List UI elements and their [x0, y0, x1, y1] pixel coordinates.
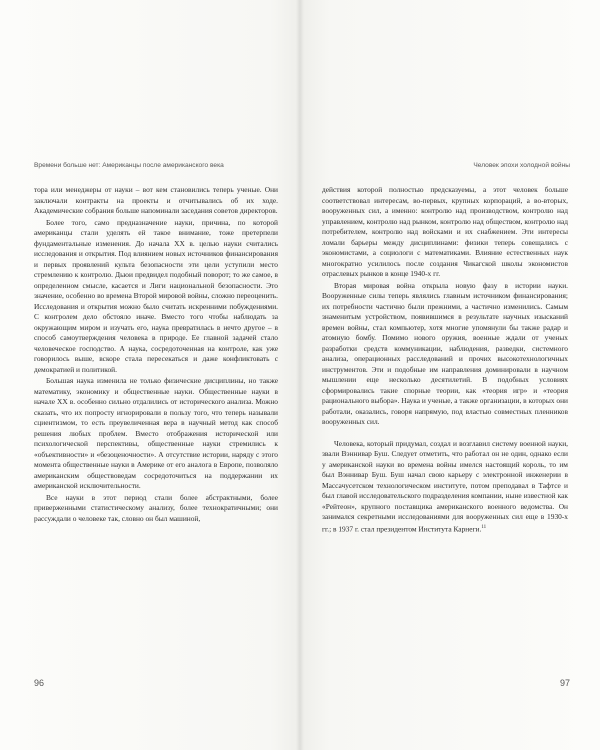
left-text-block — [34, 185, 278, 524]
left-running-head: Времени больше нет: Американцы после американского века — [34, 162, 224, 169]
left-paragraph-2: Более того, само предназначение науки, причина, по которой американцы стали уделять ей такое внимание, тоже претерпели фундаментальные изменения. До начала XX в. целью науки считались исследования и открытия. Под влиянием новых источников финансирования и первых проявлений культа безопасности эти цели уступили место стремлению к контролю. Дьюи предвидел подобный поворот; то же самое, в определенном смысле, касается и Лиги национальной безопасности. Это значение, особенно во времена Второй мировой войны, сложно переоценить. Исследования и открытия можно было считать искренними побуждениями. С контролем дело обстояло иначе. Вместо того чтобы наблюдать за окружающим миром и изучать его, наука превратилась в нечто другое – в способ самоутверждения человека в природе. Ее главной задачей стало человеческое господство. А наука, сосредоточенная на контроле, как уже говорилось выше, вскоре стала пересекаться и даже конфликтовать с демократией и политикой. — [34, 217, 278, 374]
right-page-number: 97 — [559, 678, 570, 688]
right-paragraph-1: действия которой полностью предсказуемы, а этот человек больше соответствовал интересам, во-первых, крупных корпораций, а во-вторых, вооруженных сил, а именно: контролю над производством, контролю над управлением, контролю над рынком, контролю над обществом, контролю над потребителем, контролю над войсками и их снабжением. Эти интересы ломали барьеры между дисциплинами: физики теперь совещались с экономистами, а социологи с математиками. Влияние естественных наук многократно усилилось после создания Чикагской школы экономистов отраслевых рынков в конце 1940-х гг. — [322, 185, 568, 278]
right-paragraph-3: Человека, который придумал, создал и возглавил систему военной науки, звали Вэннивар Буш. Следует отметить, что работал он не один, однако если у американской науки во времена войны имелся настоящий король, то им был Вэннивар Буш. Буш начал свою карьеру с электронной инженерии в Массачусетском технологическом институте, потом преподавал в Тафтсе и был главой исследовательского подразделения компании, ныне известной как «Рейтеон», крупного поставщика американского военного ведомства. Он занимался секретными исследованиями для вооруженных сил еще в 1930-х гг.; в 1937 г. стал президентом Института Карнеги. — [322, 438, 568, 533]
book-gutter — [296, 0, 304, 750]
right-running-head: Человек эпохи холодной войны — [473, 162, 570, 169]
right-paragraph-2: Вторая мировая война открыла новую фазу в истории науки. Вооруженные силы теперь являлись главным источником финансирования; их потребности частично были прежними, а частично изменились. Самым знаменитым устройством, появившимся в результате научных изысканий времен войны, стал компьютер, хотя многие упомянули бы также радар и атомную бомбу. Помимо нового оружия, военные ждали от ученых разработки средств коммуникации, наблюдения, разведки, системного анализа, операционных расследований и прочих высокотехнологичных инструментов. Эти и подобные им направления доминировали в научном мышлении еще несколько десятилетий. В подобных условиях сформировались такие спорные теории, как «теория игр» и «теория рационального выбора». Наука и ученые, а также организации, в которых они работали, оказались, говоря напрямую, под властью совместных пленников вооруженных сил. — [322, 280, 568, 426]
left-paragraph-3: Большая наука изменила не только физические дисциплины, но также математику, экономику и общественные науки. Общественные науки в начале XX в. особенно сильно отдалились от исторического анализа. Можно сказать, что их попросту игнорировали в пользу того, что теперь называли сциентизмом, то есть преувеличенная вера в научный метод как способ решения любых проблем. Вместо отображения исторической или психологической перспективы, общественные науки стремились к «объективности» и «безоценочности». А отсутствие истории, наряду с этого момента общественные науки в Америке от его аналога в Европе, позволяло американским обществоведам сосредоточиться на поддержании их американской исключительности. — [34, 376, 278, 490]
left-page-number: 96 — [34, 678, 45, 688]
right-text-block — [322, 185, 568, 534]
left-paragraph-4: Все науки в этот период стали более абстрактными, более приверженными статистическому анализу, более технократичными; они рассуждали о человеке так, словно он был машиной, — [34, 492, 278, 523]
left-paragraph-1: тора или менеджеры от науки – вот кем становились теперь ученые. Они заключали контракты на проекты и отчитывались об их ходе. Академические собрания больше напоминали заседания советов директоров. — [34, 185, 278, 215]
footnote-marker: 11 — [481, 524, 487, 530]
right-paragraph-3-wrap — [322, 439, 568, 535]
right-page — [300, 0, 600, 750]
